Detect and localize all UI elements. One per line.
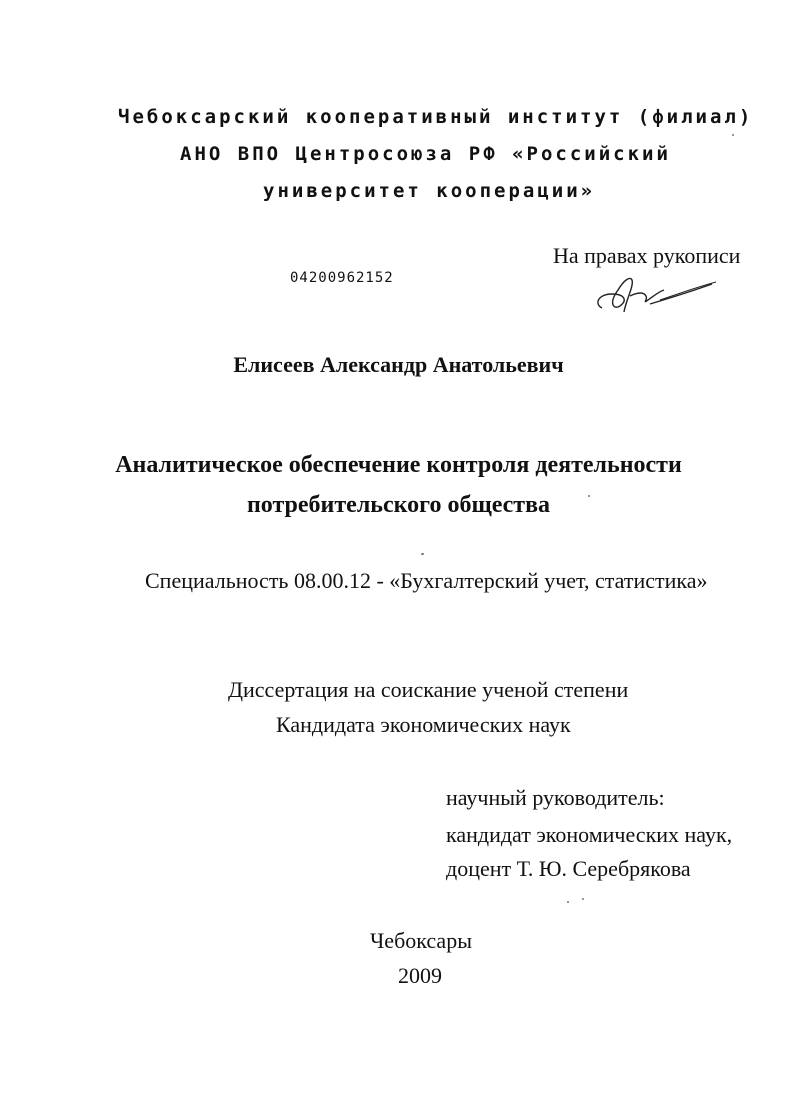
author-name: Елисеев Александр Анатольевич — [233, 352, 564, 377]
specialty: Специальность 08.00.12 - «Бухгалтерский учет, статистика» — [145, 568, 708, 593]
scan-speck — [588, 495, 590, 497]
title-line-2: потребительского общества — [246, 492, 551, 518]
city: Чебоксары — [370, 928, 472, 953]
handwritten-signature — [590, 270, 720, 316]
scan-speck — [567, 901, 569, 903]
institution-line-3: университет кооперации» — [263, 180, 596, 202]
title-line-1: Аналитическое обеспечение контроля деятельности — [115, 452, 682, 478]
degree-line-1: Диссертация на соискание ученой степени — [228, 677, 629, 702]
institution-line-1: Чебоксарский кооперативный институт (филиал) — [118, 106, 754, 128]
library-code: 04200962152 — [290, 270, 394, 286]
degree-line-2: Кандидата экономических наук — [276, 712, 571, 737]
year: 2009 — [398, 963, 442, 988]
manuscript-rights: На правах рукописи — [553, 243, 741, 268]
scan-speck — [582, 898, 584, 900]
institution-line-2: АНО ВПО Центросоюза РФ «Российский — [180, 143, 671, 165]
supervisor-line-1: научный руководитель: — [446, 785, 665, 810]
supervisor-line-2: кандидат экономических наук, — [446, 822, 733, 847]
supervisor-line-3: доцент Т. Ю. Серебрякова — [446, 856, 691, 881]
scan-speck — [421, 553, 424, 555]
scan-speck — [732, 134, 734, 136]
